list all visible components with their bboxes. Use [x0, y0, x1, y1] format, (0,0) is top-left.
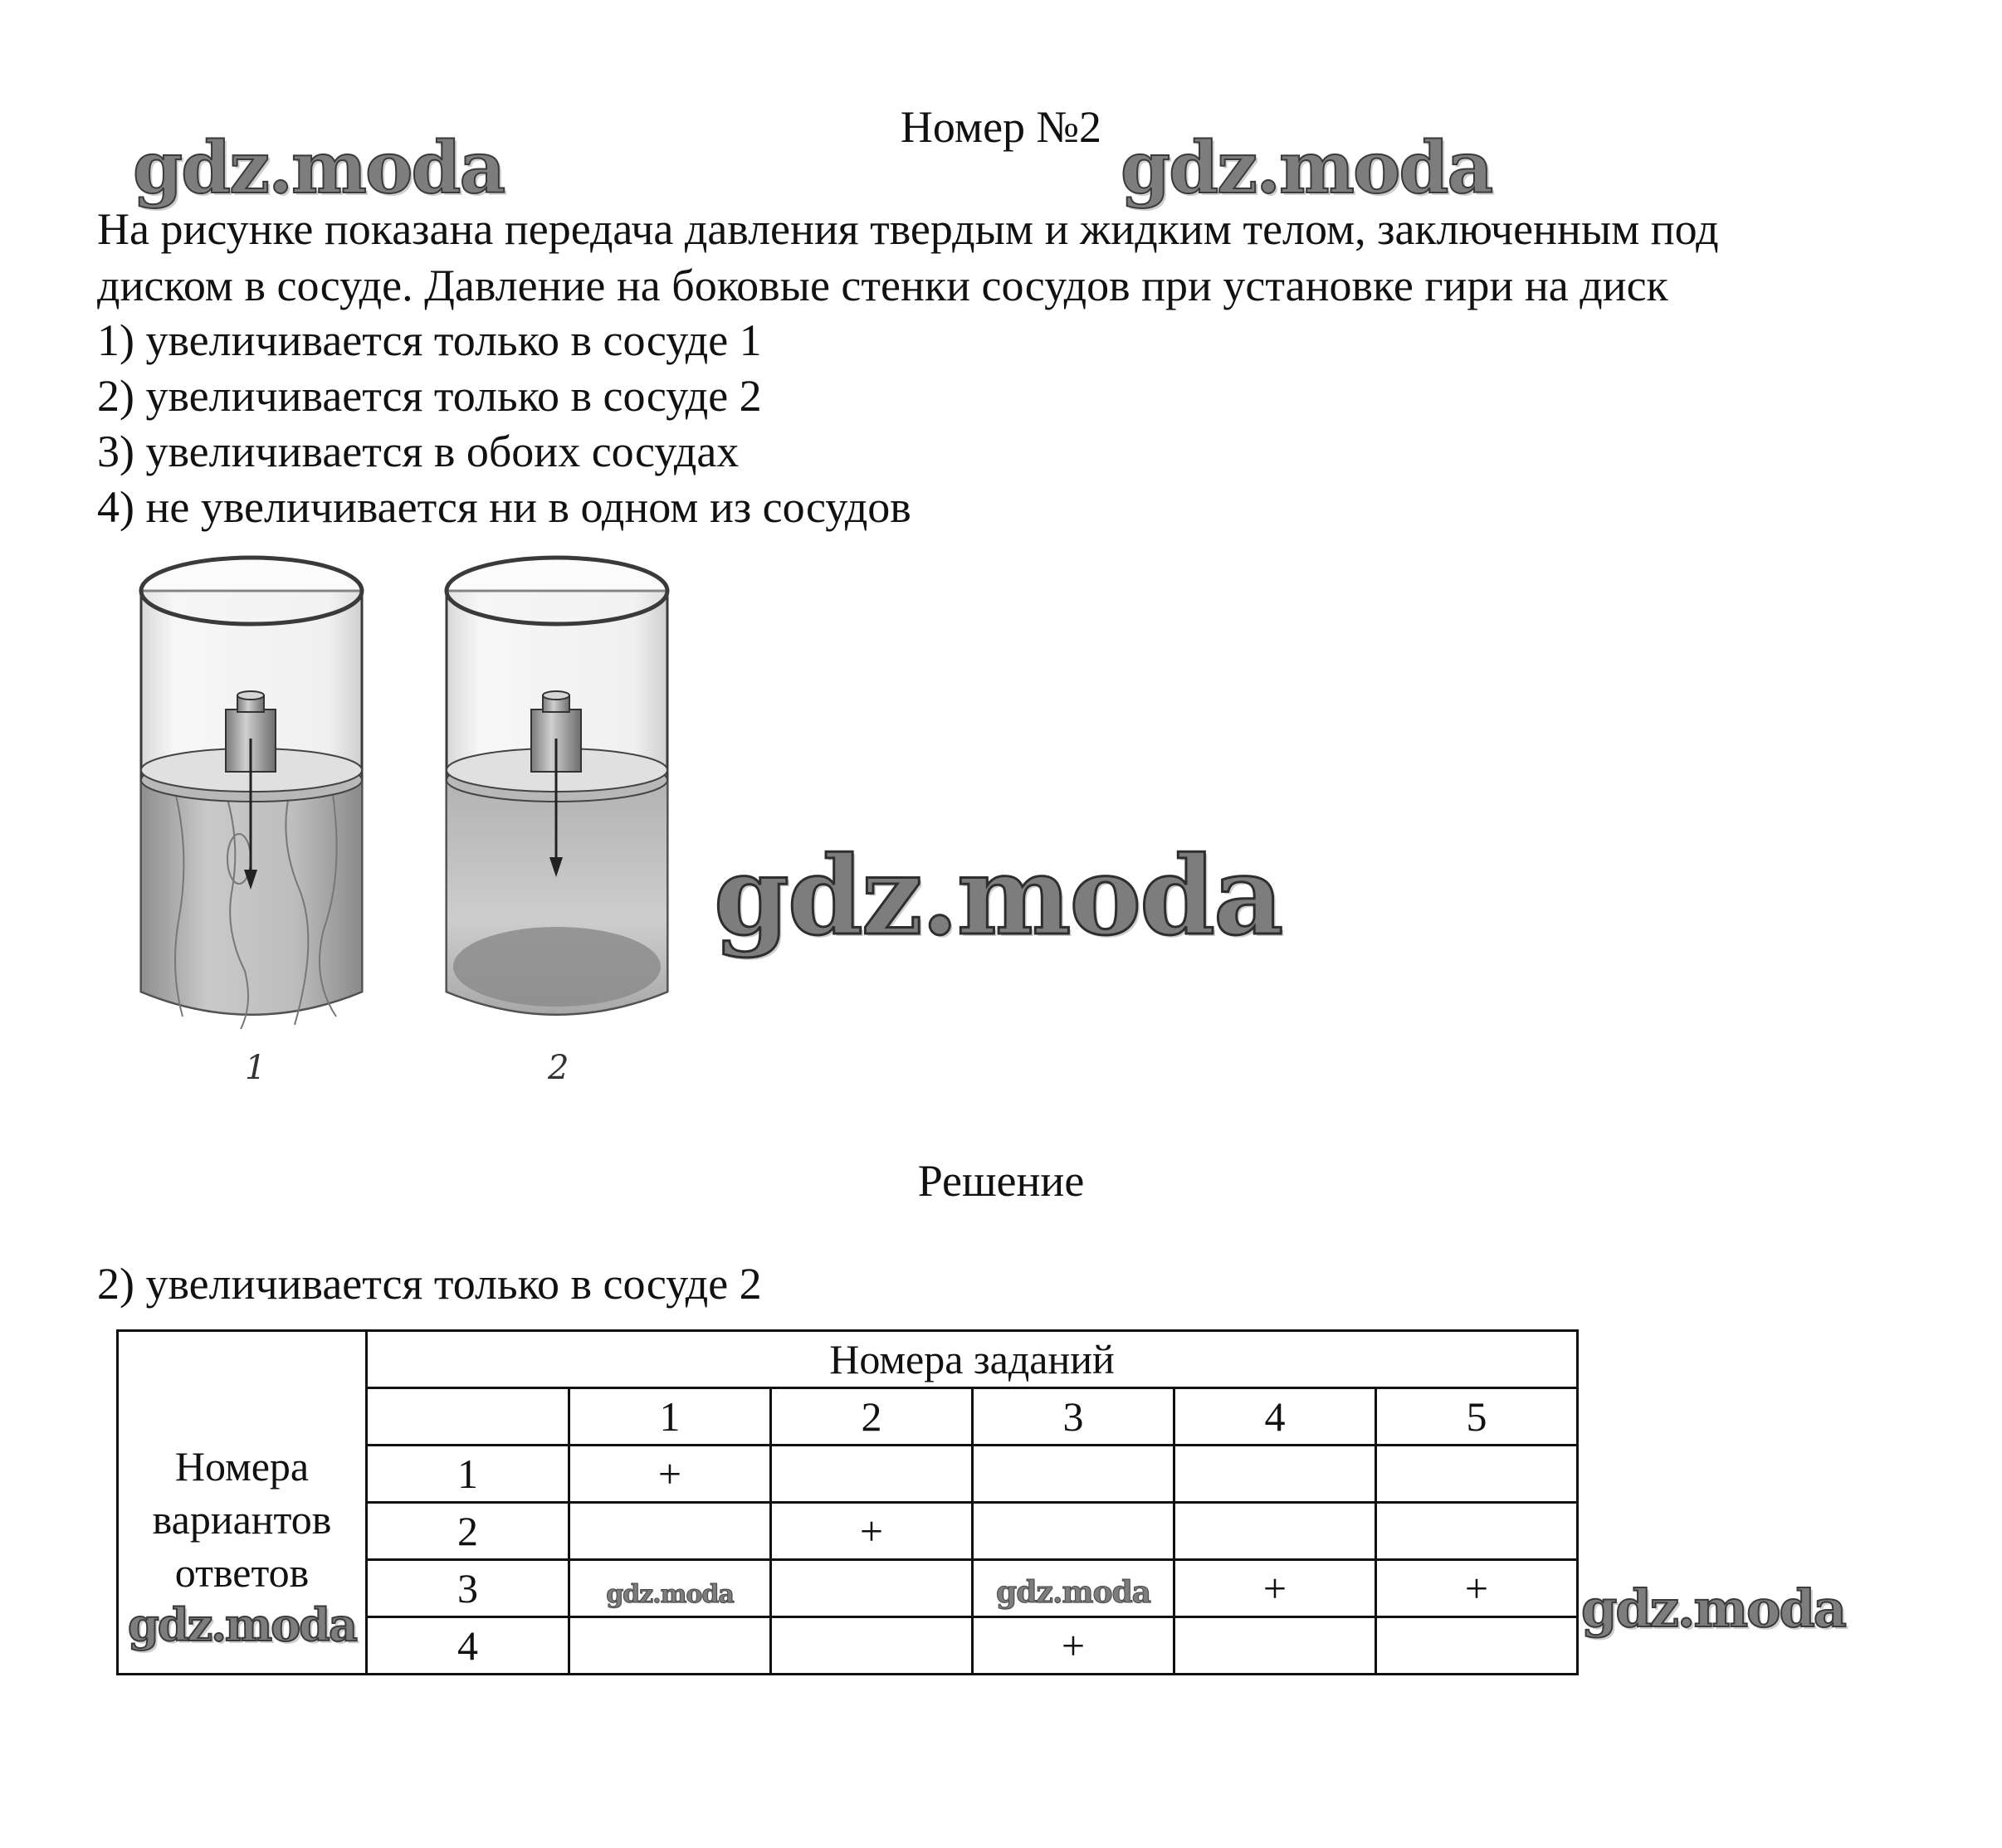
answer-table	[116, 1329, 1579, 1675]
answer-cell	[973, 1503, 1174, 1560]
answer-cell: +	[1174, 1560, 1376, 1617]
answer-cell-watermarked	[569, 1560, 771, 1617]
variant-number: 1	[367, 1446, 569, 1503]
question-line-2: диском в сосуде. Давление на боковые стенки сосудов при установке гири на диск	[97, 261, 1668, 310]
answer-cell: +	[771, 1503, 973, 1560]
answer-cell	[1376, 1617, 1578, 1675]
answer-cell	[973, 1446, 1174, 1503]
variant-number: 2	[367, 1503, 569, 1560]
answer-cell: +	[973, 1617, 1174, 1675]
answer-cell-watermarked	[973, 1560, 1174, 1617]
vessel-1	[141, 558, 362, 1029]
tasks-header: Номера заданий	[367, 1331, 1578, 1388]
question-line-1: На рисунке показана передача давления твердым и жидким телом, заключенным под	[97, 204, 1719, 254]
page-title: Номер №2	[900, 102, 1102, 152]
answer-cell	[771, 1617, 973, 1675]
task-number: 1	[569, 1388, 771, 1446]
row-header-line-3: ответов	[174, 1549, 310, 1596]
watermark-table-left: gdz.moda	[128, 1598, 356, 1651]
solution-answer: 2) увеличивается только в сосуде 2	[97, 1259, 762, 1309]
task-number: 5	[1376, 1388, 1578, 1446]
task-number: 4	[1174, 1388, 1376, 1446]
vessel-label-1: 1	[245, 1049, 266, 1087]
task-number: 3	[973, 1388, 1174, 1446]
task-number: 2	[771, 1388, 973, 1446]
watermark-cell: gdz.moda	[996, 1575, 1150, 1610]
watermark-right: gdz.moda	[1581, 1578, 1845, 1639]
vessel-label-2: 2	[548, 1049, 569, 1087]
option-2: 2) увеличивается только в сосуде 2	[97, 371, 762, 421]
option-3: 3) увеличивается в обоих сосудах	[97, 427, 740, 476]
vessel-1-rim	[141, 558, 362, 624]
watermark-figure: gdz.moda	[714, 832, 1282, 959]
variant-number: 4	[367, 1617, 569, 1675]
option-4: 4) не увеличивается ни в одном из сосудов	[97, 482, 911, 532]
answer-cell	[1174, 1503, 1376, 1560]
answer-cell: +	[1376, 1560, 1578, 1617]
answer-cell	[1376, 1503, 1578, 1560]
solution-heading: Решение	[917, 1156, 1085, 1206]
answer-cell	[569, 1617, 771, 1675]
answer-cell	[771, 1560, 973, 1617]
watermark-cell: gdz.moda	[606, 1580, 734, 1609]
vessel-2-rim	[447, 558, 667, 624]
answer-cell	[771, 1446, 973, 1503]
answer-cell	[1174, 1446, 1376, 1503]
vessel-2	[447, 558, 667, 1015]
variant-number: 3	[367, 1560, 569, 1617]
row-header-cell	[118, 1331, 367, 1675]
vessels-figure	[100, 539, 706, 1104]
row-header-line-2: вариантов	[152, 1496, 332, 1543]
answer-cell	[569, 1503, 771, 1560]
answer-cell: +	[569, 1446, 771, 1503]
corner-cell	[367, 1388, 569, 1446]
row-header-line-1: Номера	[174, 1443, 310, 1490]
answer-cell	[1174, 1617, 1376, 1675]
watermark-top-left: gdz.moda	[133, 126, 505, 210]
option-1: 1) увеличивается только в сосуде 1	[97, 315, 762, 365]
answer-cell	[1376, 1446, 1578, 1503]
watermark-top-center: gdz.moda	[1121, 126, 1492, 210]
